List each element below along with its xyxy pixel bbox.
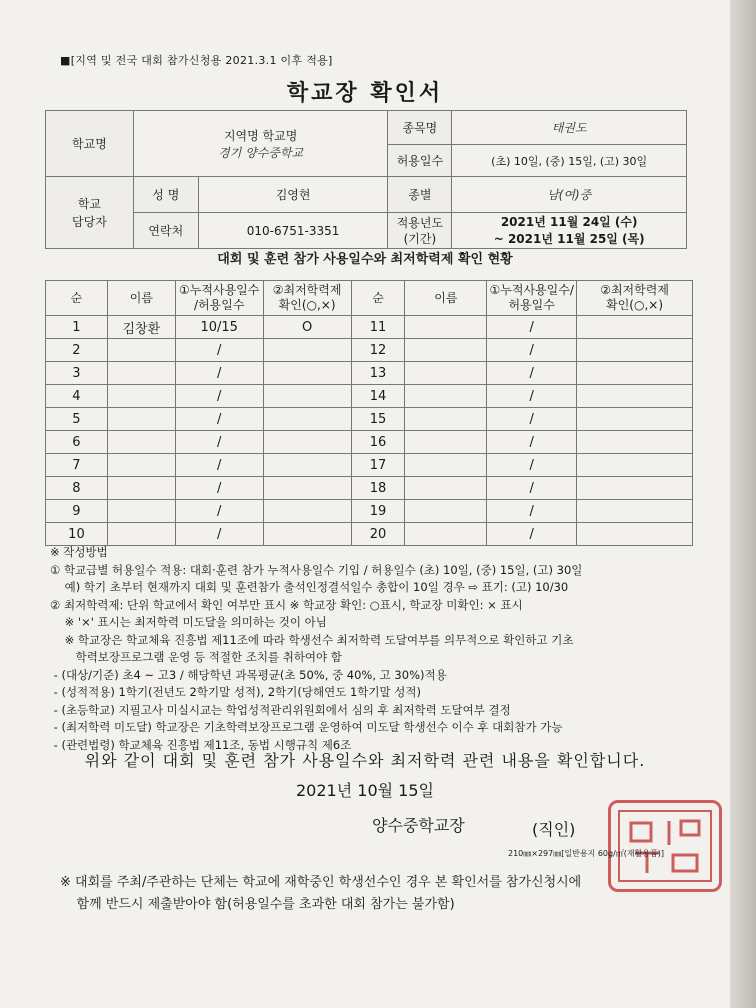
contact-value: 010-6751-3351 [198,213,388,249]
note-line: 학력보장프로그램 운영 등 적절한 조치를 취하여야 함 [50,650,342,664]
table-cell-rdays: / [487,316,577,339]
table-cell-lname [107,477,175,500]
seal-label: (직인) [532,820,576,839]
table-cell-rn: 13 [351,362,405,385]
table-cell-lname [107,408,175,431]
table-cell-rdays: / [487,339,577,362]
table-cell-rdays: / [487,454,577,477]
note-line: ② 최저학력제: 단위 학교에서 확인 여부만 표시 ※ 학교장 확인: ○표시, 학교장 미확인: × 표시 [50,597,523,612]
table-cell-rdays: / [487,523,577,546]
col-academic-right: ②최저학력제 확인(○,×) [577,281,693,316]
period-end: ~ 2021년 11월 25일 (목) [493,231,645,246]
table-cell-rn: 20 [351,523,405,546]
note-line: - (성적적용) 1학기(전년도 2학기말 성적), 2학기(당해연도 1학기말 성적) [50,685,421,699]
official-seal-stamp [608,800,722,892]
note-line: ※ 작성방법 [50,545,108,559]
col-days-right: ①누적사용일수/ 허용일수 [487,281,577,316]
table-row [46,339,693,362]
table-cell-racad [577,500,693,523]
table-cell-ldays: / [175,408,263,431]
period-cell [452,213,687,249]
table-row [46,408,693,431]
table-cell-rname [405,454,487,477]
table-cell-rname [405,523,487,546]
table-cell-rn: 11 [351,316,405,339]
table-cell-lacad: O [263,316,351,339]
footer-note [60,872,581,916]
name-value: 김영현 [198,177,388,213]
sport-value: 태권도 [452,111,687,145]
table-row [46,316,693,339]
roster-body [46,316,693,546]
table-cell-lname [107,454,175,477]
table-cell-rn: 14 [351,385,405,408]
table-cell-lname [107,339,175,362]
table-cell-ln: 8 [46,477,108,500]
notes-section [50,544,710,754]
table-cell-lacad [263,477,351,500]
table-cell-ldays: / [175,362,263,385]
table-cell-rdays: / [487,431,577,454]
table-cell-lacad [263,523,351,546]
table-row [46,431,693,454]
note-line: ※ '×' 표시는 최저학력 미도달을 의미하는 것이 아님 [50,615,327,629]
col-days: ①누적사용일수 /허용일수 [175,281,263,316]
table-cell-racad [577,477,693,500]
table-row [46,385,693,408]
note-line: - (관련법령) 학교체육 진흥법 제11조, 동법 시행규칙 제6조 [50,737,352,752]
table-cell-racad [577,362,693,385]
table-cell-racad [577,523,693,546]
manager-label: 학교 담당자 [46,177,134,249]
table-cell-racad [577,431,693,454]
table-cell-rdays: / [487,408,577,431]
roster-title: 대회 및 훈련 참가 사용일수와 최저학력제 확인 현황 [217,252,513,267]
school-principal: 양수중학교장 [372,816,465,835]
table-cell-ldays: 10/15 [175,316,263,339]
allowed-days-value: (초) 10일, (중) 15일, (고) 30일 [452,145,687,177]
table-cell-rname [405,339,487,362]
note-line: - (대상/기준) 초4 ~ 고3 / 해당학년 과목평균(초 50%, 중 40%, 고 30%)적용 [50,667,447,682]
table-cell-ldays: / [175,477,263,500]
table-row [46,523,693,546]
table-cell-rn: 16 [351,431,405,454]
table-cell-rn: 17 [351,454,405,477]
table-cell-lname [107,500,175,523]
table-cell-ln: 10 [46,523,108,546]
table-cell-ln: 6 [46,431,108,454]
roster-table [45,280,693,546]
note-line: ※ 학교장은 학교체육 진흥법 제11조에 따라 학생선수 최저학력 도달여부를 의무적으로 확인하고 기초 [50,632,574,647]
note-line: 예) 학기 초부터 현재까지 대회 및 훈련참가 출석인정결석일수 총합이 10일 경우 ⇨ 표기: (고) 10/30 [50,580,569,594]
table-cell-rname [405,362,487,385]
table-cell-rdays: / [487,385,577,408]
table-cell-ln: 4 [46,385,108,408]
table-cell-ldays: / [175,339,263,362]
table-cell-lname [107,385,175,408]
table-cell-ldays: / [175,500,263,523]
table-cell-rn: 19 [351,500,405,523]
roster-header-row [46,281,693,316]
table-cell-lname: 김창환 [107,316,175,339]
table-cell-rn: 15 [351,408,405,431]
table-cell-lacad [263,362,351,385]
info-table [45,110,687,249]
table-cell-rdays: / [487,500,577,523]
table-cell-rn: 12 [351,339,405,362]
table-cell-racad [577,408,693,431]
period-label: 적용년도 (기간) [388,213,452,249]
table-cell-rdays: / [487,362,577,385]
document-title: 학교장 확인서 [286,81,444,106]
table-cell-rname [405,477,487,500]
footer-line-2: 함께 반드시 제출받아야 함(허용일수를 초과한 대회 참가는 불가함) [60,897,455,912]
table-cell-ln: 9 [46,500,108,523]
gender-value: 남(여)중 [452,177,687,213]
gender-label: 종별 [388,177,452,213]
signoff-date: 2021년 10월 15일 [296,781,434,800]
table-cell-racad [577,385,693,408]
table-cell-rdays: / [487,477,577,500]
table-cell-rname [405,408,487,431]
table-cell-lacad [263,500,351,523]
col-name-right: 이름 [405,281,487,316]
table-cell-ln: 2 [46,339,108,362]
table-cell-rname [405,500,487,523]
period-start: 2021년 11월 24일 (수) [500,214,638,229]
note-line: - (초등학교) 지필고사 미실시교는 학업성적관리위원회에서 심의 후 최저학력 도달여부 결정 [50,702,511,717]
table-cell-lname [107,523,175,546]
table-cell-rname [405,385,487,408]
table-cell-rn: 18 [351,477,405,500]
table-cell-lacad [263,385,351,408]
allowed-days-label: 허용일수 [388,145,452,177]
header-note: ■[지역 및 전국 대회 참가신청용 2021.3.1 이후 적용] [60,54,333,67]
col-academic: ②최저학력제 확인(○,×) [263,281,351,316]
table-cell-lacad [263,408,351,431]
table-cell-rname [405,316,487,339]
seal-icon [611,803,719,889]
col-num-right: 순 [351,281,405,316]
background-desk [730,0,756,1008]
school-value: 경기 양수중학교 [218,145,304,160]
table-cell-ldays: / [175,523,263,546]
school-label: 학교명 [46,111,134,177]
table-cell-lacad [263,431,351,454]
table-cell-lname [107,431,175,454]
sport-label: 종목명 [388,111,452,145]
table-cell-lname [107,362,175,385]
table-row [46,500,693,523]
table-cell-racad [577,454,693,477]
table-row [46,454,693,477]
table-cell-lacad [263,339,351,362]
contact-label: 연락처 [133,213,198,249]
table-row [46,477,693,500]
school-hint: 지역명 학교명 [223,128,298,143]
table-cell-ln: 1 [46,316,108,339]
col-name: 이름 [107,281,175,316]
table-cell-ln: 7 [46,454,108,477]
table-cell-ln: 5 [46,408,108,431]
school-cell [133,111,388,177]
paper-spec: 210㎜×297㎜[일반용지 60g/㎡(재활용품)] [508,849,665,858]
note-line: - (최저학력 미도달) 학교장은 기초학력보장프로그램 운영하여 미도달 학생선수 이수 후 대회참가 가능 [50,720,563,734]
table-cell-racad [577,316,693,339]
table-cell-rname [405,431,487,454]
footer-line-1: ※ 대회를 주최/주관하는 단체는 학교에 재학중인 학생선수인 경우 본 확인서를 참가신청시에 [60,875,582,890]
table-cell-racad [577,339,693,362]
note-line: ① 학교급별 허용일수 적용: 대회·훈련 참가 누적사용일수 기입 / 허용일수 (초) 10일, (중) 15일, (고) 30일 [50,562,583,577]
confirm-statement: 위와 같이 대회 및 훈련 참가 사용일수와 최저학력 관련 내용을 확인합니다. [84,751,646,770]
table-row [46,362,693,385]
table-cell-ldays: / [175,431,263,454]
col-num: 순 [46,281,108,316]
table-cell-ldays: / [175,385,263,408]
table-cell-lacad [263,454,351,477]
table-cell-ln: 3 [46,362,108,385]
table-cell-ldays: / [175,454,263,477]
name-label: 성 명 [133,177,198,213]
